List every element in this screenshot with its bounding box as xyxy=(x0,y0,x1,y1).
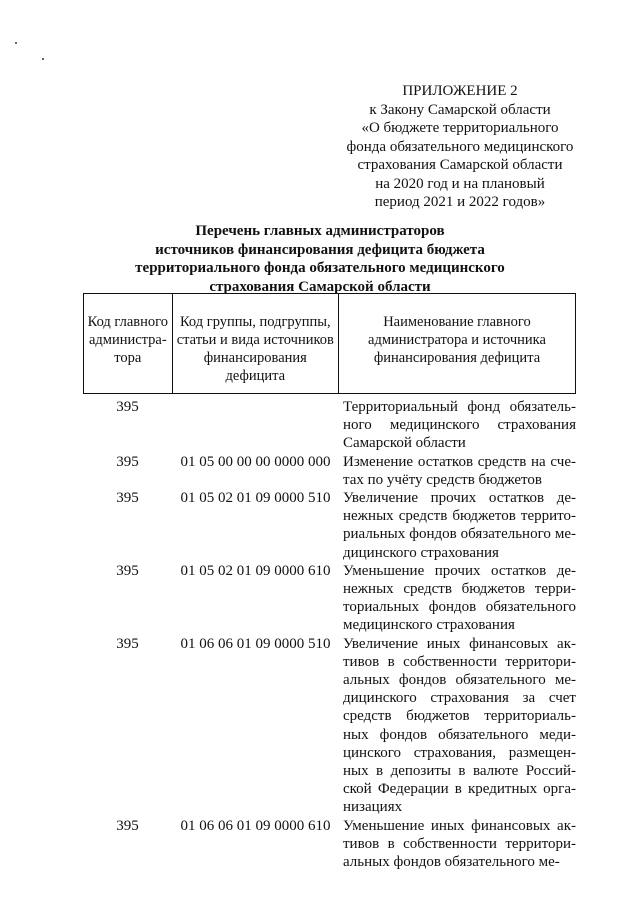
table-row xyxy=(83,635,578,817)
name-line: дицинского страхования xyxy=(343,544,499,561)
table-row xyxy=(83,453,578,489)
table-row xyxy=(83,398,578,453)
name-line: ской Федерации в кредитных орга- xyxy=(343,781,576,798)
name-line: цинского страхования, размещен- xyxy=(343,744,576,761)
source-name xyxy=(339,489,576,562)
document-title xyxy=(100,222,540,296)
name-line: Уменьшение прочих остатков де- xyxy=(343,562,576,579)
header-line: тора xyxy=(114,350,142,366)
name-line: тивов в собственности территори- xyxy=(343,653,576,670)
appendix-line: к Закону Самарской области xyxy=(369,101,551,118)
header-line: Наименование главного xyxy=(383,314,531,330)
name-line: Уменьшение иных финансовых ак- xyxy=(343,817,576,834)
name-line: медицинского страхования xyxy=(343,617,515,634)
source-code: 01 05 02 01 09 0000 510 xyxy=(180,490,331,507)
source-code: 01 05 00 00 00 0000 000 xyxy=(180,453,331,470)
admin-code: 395 xyxy=(116,490,139,507)
source-code xyxy=(172,398,339,453)
title-line: источников финансирования дефицита бюджета xyxy=(155,241,485,258)
name-line: низациях xyxy=(343,799,403,816)
title-line: территориального фонда обязательного медицинского xyxy=(135,260,505,276)
name-line: Увеличение иных финансовых ак- xyxy=(343,635,576,652)
name-line: альных фондов обязательного ме- xyxy=(343,672,576,689)
title-line: страхования Самарской области xyxy=(209,278,431,295)
header-line: финансирования xyxy=(203,350,307,366)
source-code: 01 06 06 01 09 0000 510 xyxy=(180,635,331,652)
header-source-code xyxy=(173,294,339,393)
admin-code: 395 xyxy=(116,635,139,652)
appendix-line: фонда обязательного медицинского xyxy=(346,138,574,155)
table-header xyxy=(83,293,576,394)
appendix-line: период 2021 и 2022 годов» xyxy=(374,194,546,210)
name-line: ториальных фондов обязательного xyxy=(343,599,576,616)
header-name xyxy=(339,294,575,393)
header-line: администра- xyxy=(88,332,167,348)
name-line: риальных фондов обязательного ме- xyxy=(343,526,576,543)
name-line: Территориальный фонд обязатель- xyxy=(343,399,576,415)
header-admin-code xyxy=(84,294,173,393)
name-line: средств бюджетов территориаль- xyxy=(343,708,576,725)
name-line: тивов в собственности территори- xyxy=(343,835,576,852)
source-name xyxy=(339,398,576,453)
table-body xyxy=(83,398,578,871)
source-code: 01 06 06 01 09 0000 610 xyxy=(180,817,331,834)
appendix-line: страхования Самарской области xyxy=(357,157,563,173)
name-line: дицинского страхования за счет xyxy=(343,690,576,707)
table-row xyxy=(83,489,578,562)
name-line: Увеличение прочих остатков де- xyxy=(343,490,576,507)
header-line: Код главного xyxy=(87,314,168,330)
source-name xyxy=(339,635,576,817)
header-line: статьи и вида источников xyxy=(176,332,334,348)
admin-code: 395 xyxy=(116,817,139,834)
admin-code: 395 xyxy=(116,562,139,579)
source-name xyxy=(339,453,576,489)
source-code: 01 05 02 01 09 0000 610 xyxy=(180,562,331,579)
name-line: Самарской области xyxy=(343,435,466,452)
source-name xyxy=(339,562,576,635)
name-line: ных фондов обязательного меди- xyxy=(343,726,576,743)
name-line: нежных средств бюджетов терри- xyxy=(343,581,576,598)
header-line: дефицита xyxy=(225,368,286,384)
name-line: ных в депозиты в валюте Россий- xyxy=(343,763,576,780)
header-line: Код группы, подгруппы, xyxy=(179,314,331,330)
table-row xyxy=(83,817,578,872)
name-line: нежных средств бюджетов террито- xyxy=(343,508,576,525)
source-name xyxy=(339,817,576,872)
appendix-line: «О бюджете территориального xyxy=(361,120,559,136)
name-line: Изменение остатков средств на сче- xyxy=(343,453,576,470)
name-line: тах по учёту средств бюджетов xyxy=(343,471,542,488)
appendix-label: ПРИЛОЖЕНИЕ 2 xyxy=(402,83,518,99)
header-line: финансирования дефицита xyxy=(373,350,541,366)
admin-code: 395 xyxy=(116,399,139,415)
header-line: администратора и источника xyxy=(368,332,546,348)
scan-speck xyxy=(15,42,17,44)
title-line: Перечень главных администраторов xyxy=(195,223,445,239)
name-line: ного медицинского страхования xyxy=(343,417,576,434)
appendix-header xyxy=(300,82,620,212)
scan-speck xyxy=(42,58,44,60)
admin-code: 395 xyxy=(116,453,139,470)
table-row xyxy=(83,562,578,635)
appendix-line: на 2020 год и на плановый xyxy=(375,175,545,192)
name-line: альных фондов обязательного ме- xyxy=(343,854,560,871)
